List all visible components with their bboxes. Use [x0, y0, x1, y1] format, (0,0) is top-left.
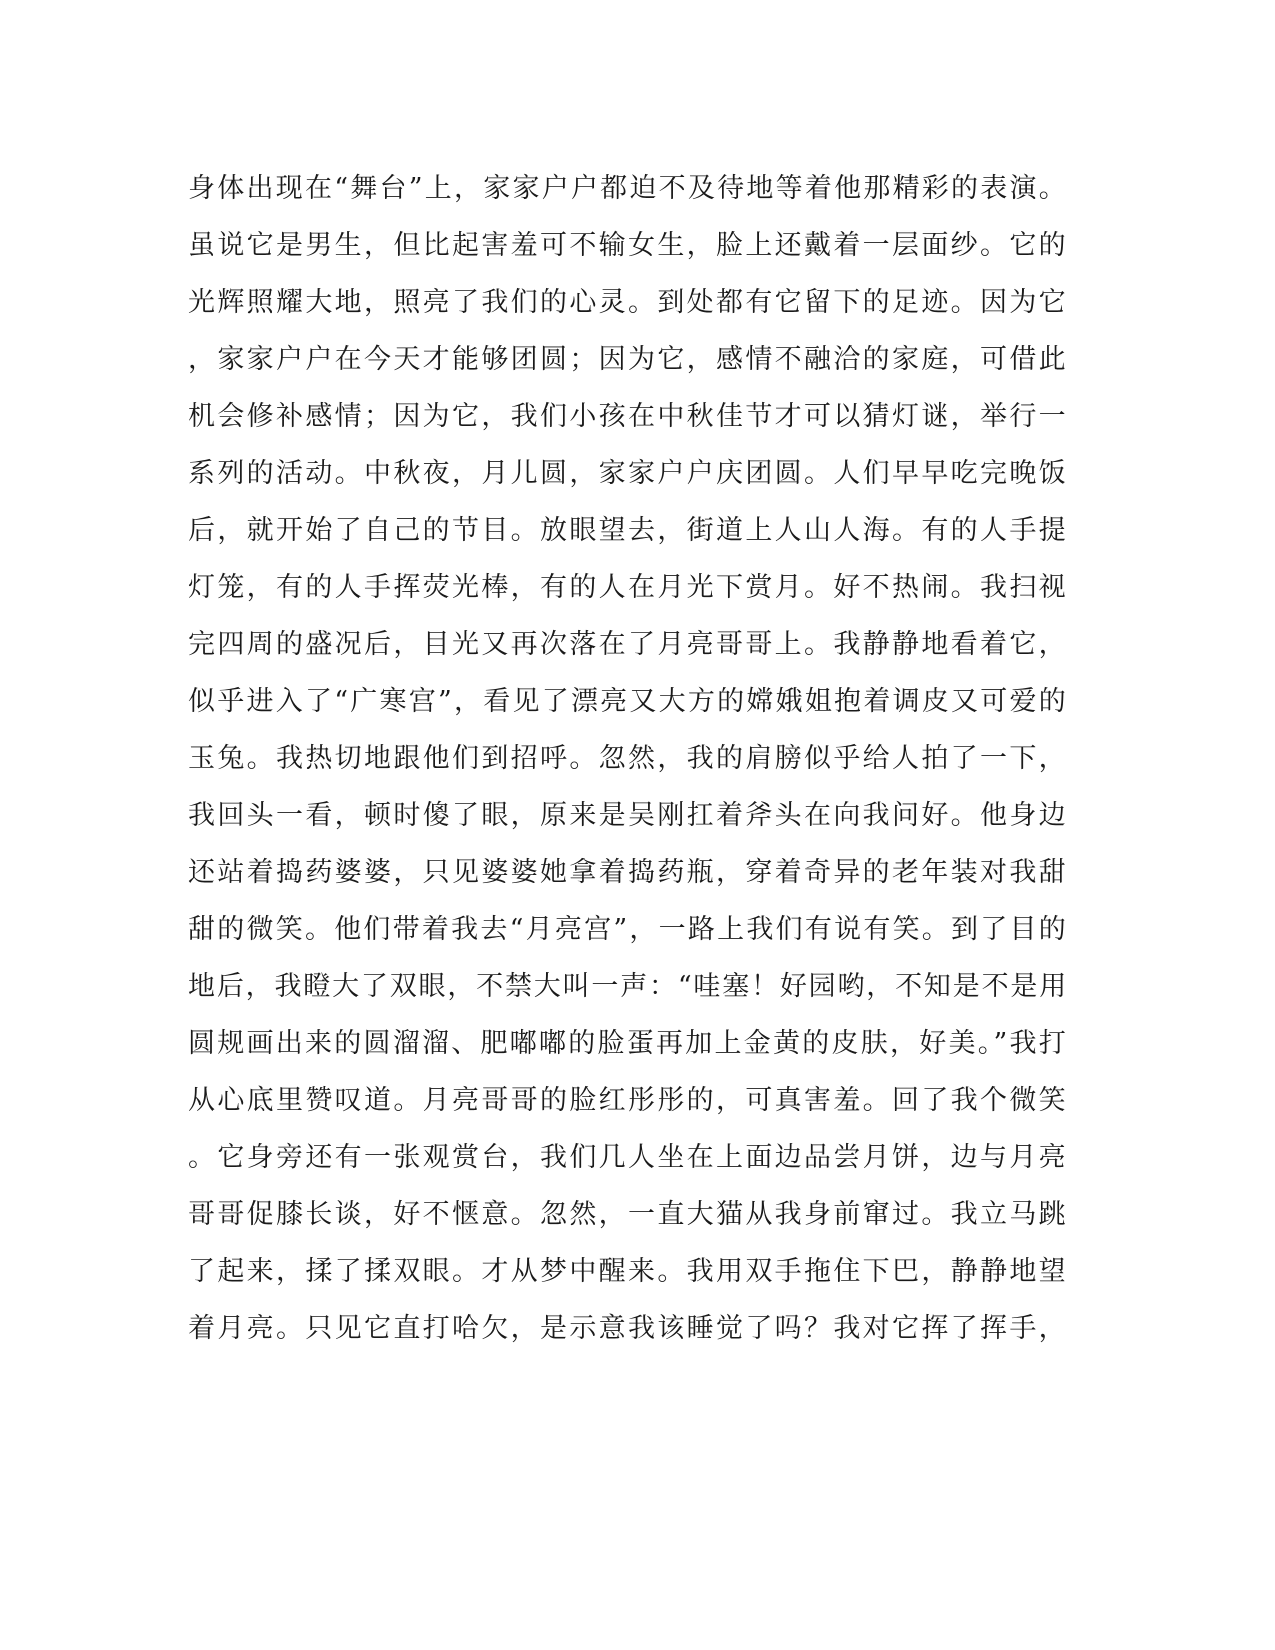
body-text — [188, 160, 1068, 1357]
text-line: 似乎进入了“广寒宫”，看见了漂亮又大方的嫦娥姐抱着调皮又可爱的 — [188, 686, 1068, 717]
text-line: 地后，我瞪大了双眼，不禁大叫一声：“哇塞！好园哟，不知是不是用 — [188, 971, 1069, 1002]
text-line: 了起来，揉了揉双眼。才从梦中醒来。我用双手拖住下巴，静静地望 — [188, 1256, 1068, 1287]
text-line: 后，就开始了自己的节目。放眼望去，街道上人山人海。有的人手提 — [188, 515, 1068, 546]
text-line: 甜的微笑。他们带着我去“月亮宫”，一路上我们有说有笑。到了目的 — [188, 914, 1068, 945]
text-line: 圆规画出来的圆溜溜、肥嘟嘟的脸蛋再加上金黄的皮肤，好美。”我打 — [188, 1028, 1068, 1059]
text-line: 玉兔。我热切地跟他们到招呼。忽然，我的肩膀似乎给人拍了一下， — [188, 743, 1068, 774]
text-line: 哥哥促膝长谈，好不惬意。忽然，一直大猫从我身前窜过。我立马跳 — [188, 1199, 1068, 1230]
text-line: 从心底里赞叹道。月亮哥哥的脸红彤彤的，可真害羞。回了我个微笑 — [188, 1085, 1068, 1116]
text-line: 还站着捣药婆婆，只见婆婆她拿着捣药瓶，穿着奇异的老年装对我甜 — [188, 857, 1068, 888]
text-line: 虽说它是男生，但比起害羞可不输女生，脸上还戴着一层面纱。它的 — [188, 230, 1068, 261]
text-line: 着月亮。只见它直打哈欠，是示意我该睡觉了吗？我对它挥了挥手， — [188, 1313, 1068, 1344]
text-line: 身体出现在“舞台”上，家家户户都迫不及待地等着他那精彩的表演。 — [188, 173, 1068, 204]
text-line: 。它身旁还有一张观赏台，我们几人坐在上面边品尝月饼，边与月亮 — [188, 1142, 1068, 1173]
text-line: 系列的活动。中秋夜，月儿圆，家家户户庆团圆。人们早早吃完晚饭 — [188, 458, 1068, 489]
text-line: 光辉照耀大地，照亮了我们的心灵。到处都有它留下的足迹。因为它 — [188, 287, 1068, 318]
text-line: 我回头一看，顿时傻了眼，原来是吴刚扛着斧头在向我问好。他身边 — [188, 800, 1068, 831]
text-line: 灯笼，有的人手挥荧光棒，有的人在月光下赏月。好不热闹。我扫视 — [188, 572, 1068, 603]
text-line: ，家家户户在今天才能够团圆；因为它，感情不融洽的家庭，可借此 — [188, 344, 1068, 375]
text-line: 机会修补感情；因为它，我们小孩在中秋佳节才可以猜灯谜，举行一 — [188, 401, 1068, 432]
text-line: 完四周的盛况后，目光又再次落在了月亮哥哥上。我静静地看着它， — [188, 629, 1068, 660]
